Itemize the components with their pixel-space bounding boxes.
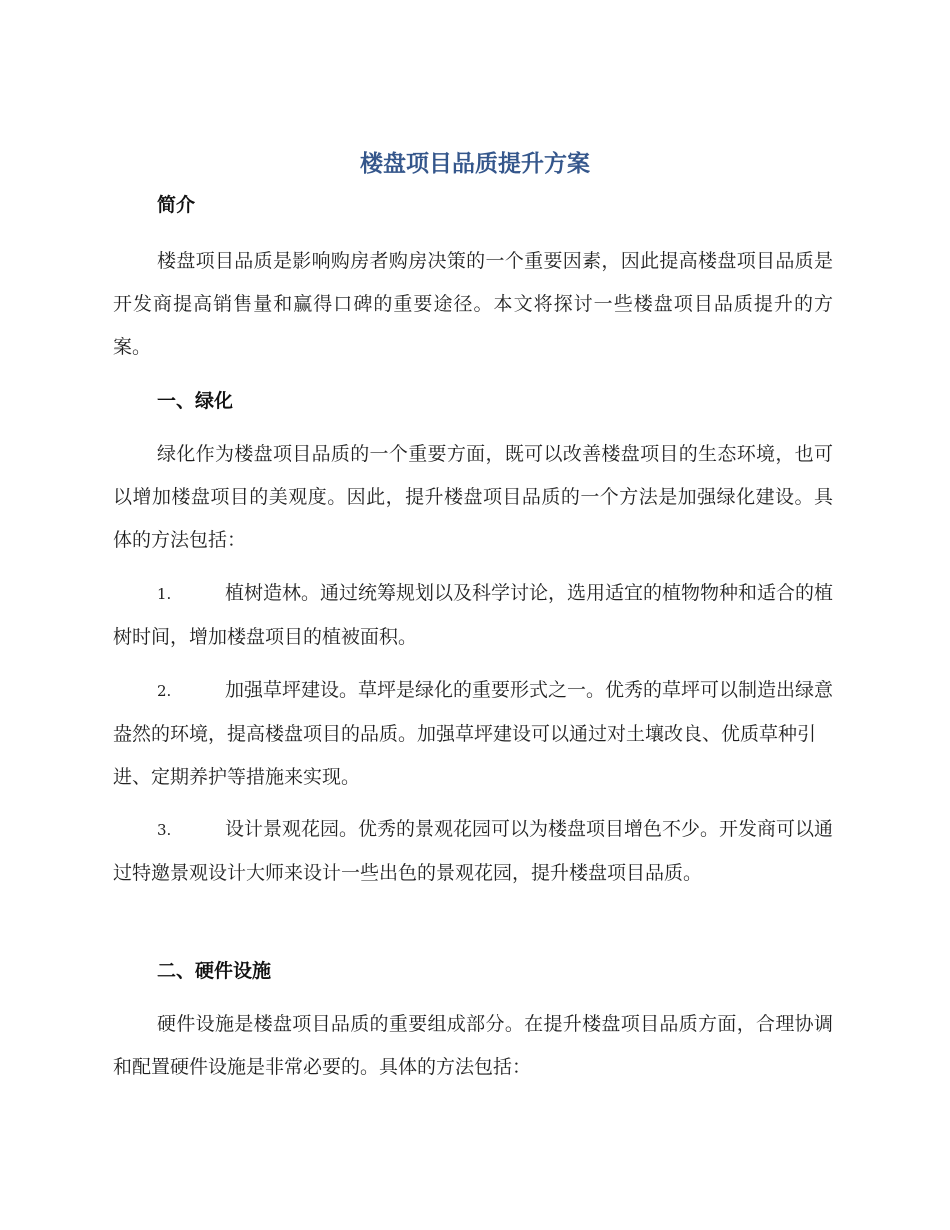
list-item-number: 3. xyxy=(157,821,172,839)
list-item xyxy=(113,669,833,799)
list-item-number: 1. xyxy=(157,585,172,603)
greening-paragraph: 绿化作为楼盘项目品质的一个重要方面，既可以改善楼盘项目的生态环境，也可以增加楼盘项目的美观度。因此，提升楼盘项目品质的一个方法是加强绿化建设。具体的方法包括： xyxy=(113,443,833,551)
document-title: 楼盘项目品质提升方案 xyxy=(360,151,590,177)
list-item-text: 植树造林。通过统筹规划以及科学讨论，选用适宜的植物物种和适合的植树时间，增加楼盘项目的植被面积。 xyxy=(113,582,834,648)
list-item xyxy=(113,572,833,659)
section-heading-intro: 简介 xyxy=(157,194,196,216)
intro-paragraph: 楼盘项目品质是影响购房者购房决策的一个重要因素，因此提高楼盘项目品质是开发商提高销售量和赢得口碑的重要途径。本文将探讨一些楼盘项目品质提升的方案。 xyxy=(113,250,833,358)
list-item-text: 加强草坪建设。草坪是绿化的重要形式之一。优秀的草坪可以制造出绿意盎然的环境，提高楼盘项目的品质。加强草坪建设可以通过对土壤改良、优质草种引进、定期养护等措施来实现。 xyxy=(113,679,834,788)
section-heading-greening: 一、绿化 xyxy=(157,390,234,412)
list-item-number: 2. xyxy=(157,682,172,700)
list-item xyxy=(113,808,833,895)
section-heading-hardware: 二、硬件设施 xyxy=(157,960,272,982)
list-item-text: 设计景观花园。优秀的景观花园可以为楼盘项目增色不少。开发商可以通过特邀景观设计大师来设计一些出色的景观花园，提升楼盘项目品质。 xyxy=(113,818,834,884)
hardware-paragraph: 硬件设施是楼盘项目品质的重要组成部分。在提升楼盘项目品质方面，合理协调和配置硬件设施是非常必要的。具体的方法包括： xyxy=(113,1013,833,1078)
